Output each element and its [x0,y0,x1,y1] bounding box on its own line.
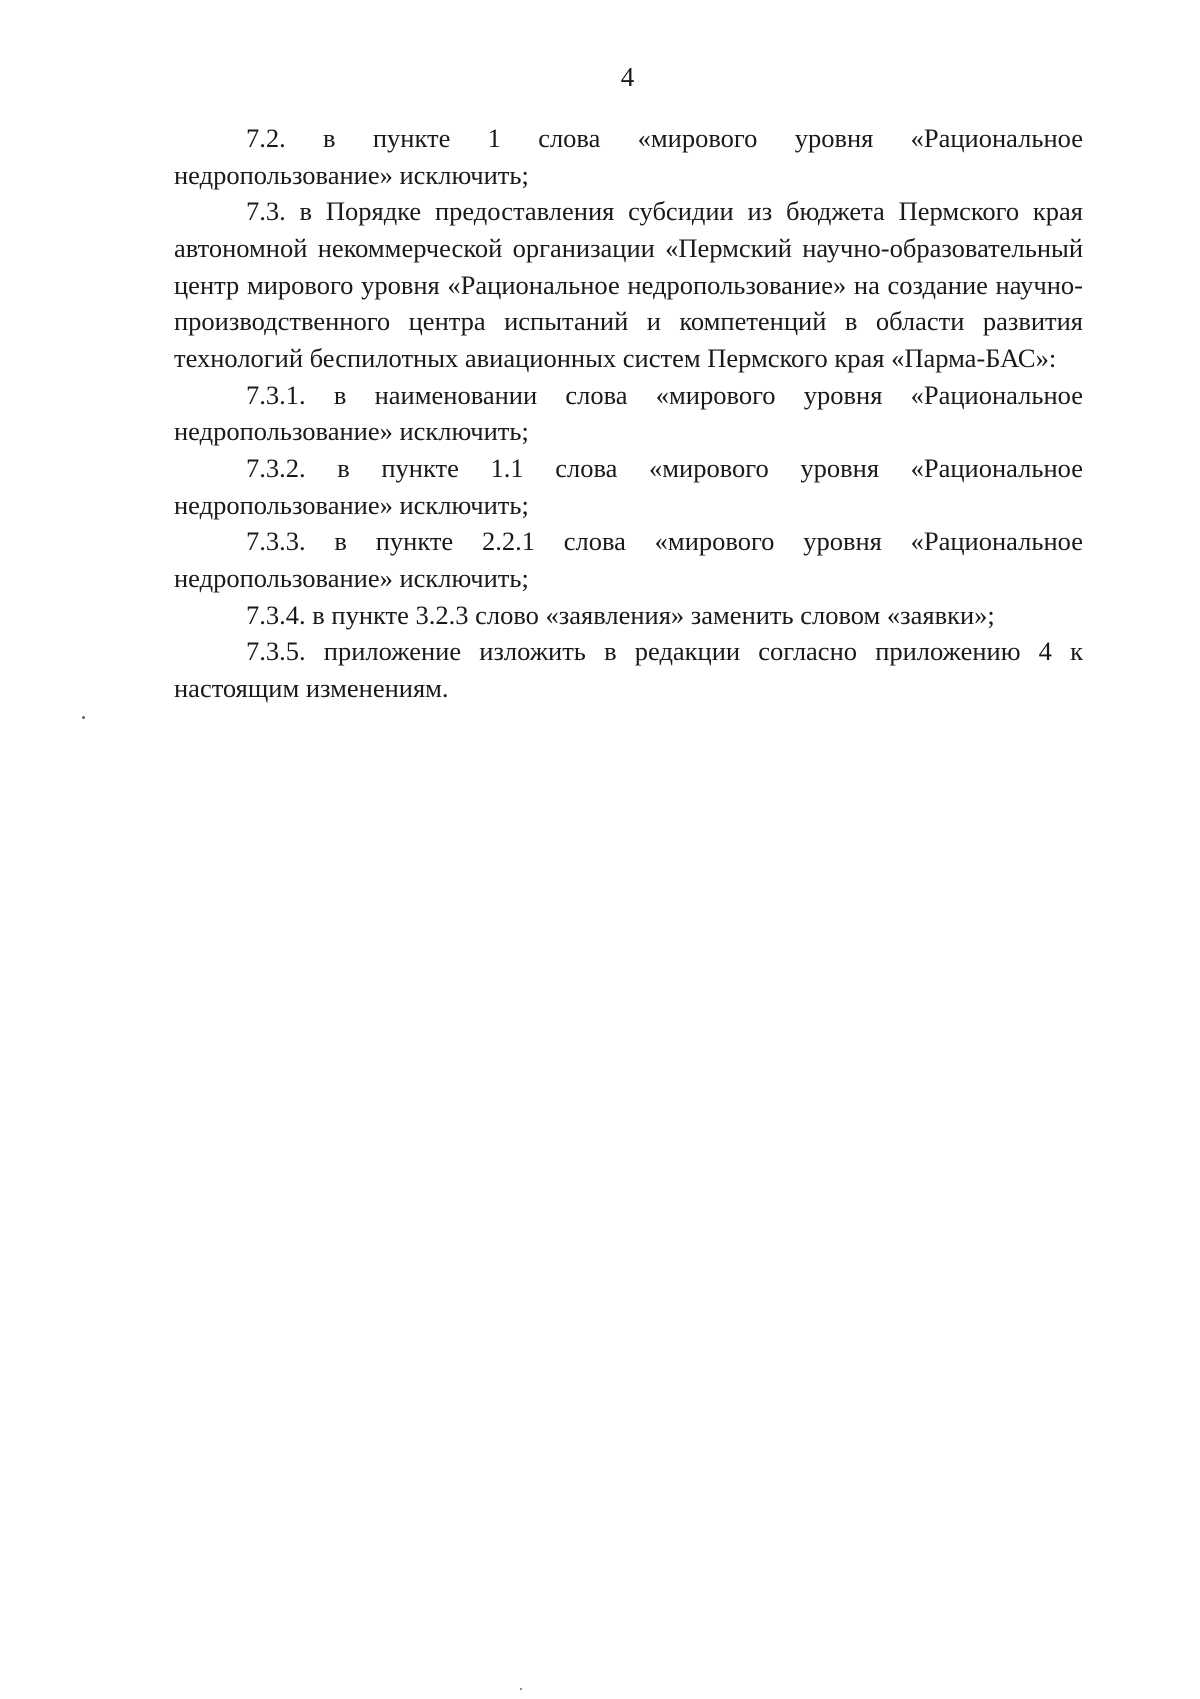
scan-speck [520,1688,522,1690]
paragraph-7-3-1: 7.3.1. в наименовании слова «мирового уровня «Рациональное недропользование» исключить; [174,379,1083,447]
document-body [174,120,1083,707]
paragraph-7-3-5: 7.3.5. приложение изложить в редакции согласно приложению 4 к настоящим изменениям. [174,636,1083,704]
paragraph-7-3-3: 7.3.3. в пункте 2.2.1 слова «мирового уровня «Рациональное недропользование» исключить; [174,526,1083,593]
paragraph-7-3: 7.3. в Порядке предоставления субсидии из бюджета Пермского края автономной некоммерческой организации «Пермский научно-образовательный центр мирового уровня «Рациональное недропользование» на создание научно-производственного центра испытаний и компетенций в области развития технологий беспилотных авиационных систем Пермского края «Парма-БАС»: [174,196,1083,373]
paragraph-7-3-4: 7.3.4. в пункте 3.2.3 слово «заявления» заменить словом «заявки»; [246,599,995,630]
paragraph-7-3-2: 7.3.2. в пункте 1.1 слова «мирового уровня «Рациональное недропользование» исключить; [174,452,1083,520]
scan-speck [82,716,85,719]
paragraph-7-2: 7.2. в пункте 1 слова «мирового уровня «Рациональное недропользование» исключить; [174,123,1083,190]
page-number: 4 [620,62,635,92]
